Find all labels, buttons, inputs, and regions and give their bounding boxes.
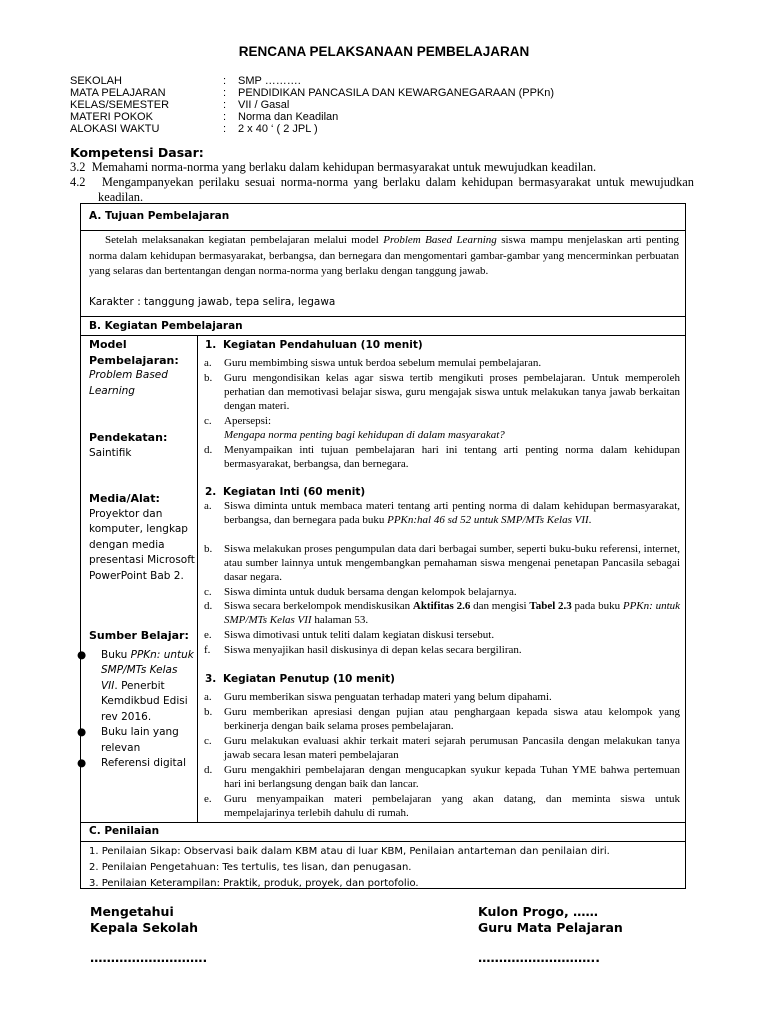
karakter-text: Karakter : tanggung jawab, tepa selira, legawa (89, 296, 336, 308)
bullet-icon: ● (77, 648, 87, 661)
item-text: Guru memberikan siswa penguatan terhadap materi yang belum dipahami. (224, 691, 552, 703)
item-text: Guru membimbing siswa untuk berdoa sebelum memulai pembelajaran. (224, 357, 542, 369)
signature-left-dots: ………………………. (90, 950, 208, 965)
kompetensi-title: Kompetensi Dasar: (70, 145, 204, 160)
step-title: Kegiatan Pendahuluan (10 menit) (223, 339, 423, 351)
penutup-heading (205, 673, 395, 685)
item-text: Guru melakukan evaluasi akhir terkait materi sejarah perumusan Pancasila dengan melakukan tanya jawab secara lesan materi pembelajaran (224, 735, 680, 762)
item-text (224, 599, 680, 627)
pendahuluan-item-d (204, 443, 680, 471)
model-block (89, 337, 195, 399)
media-heading: Media/Alat: (89, 492, 160, 505)
penilaian-item: 3. Penilaian Keterampilan: Praktik, produk, proyek, dan portofolio. (89, 878, 419, 889)
book-reference: PPKn:hal 46 sd 52 untuk SMP/MTs Kelas VII (387, 514, 589, 527)
identity-colon: : (223, 75, 227, 87)
penutup-item-c (204, 734, 680, 762)
item-text-part: pada buku (571, 600, 623, 612)
document-title: RENCANA PELAKSANAAN PEMBELAJARAN (238, 44, 530, 59)
inti-item-e (204, 628, 680, 642)
sumber-item (77, 756, 195, 772)
item-text: Guru mengakhiri pembelajaran dengan mengucapkan syukur kepada Tuhan YME bahwa pertemuan hari ini berlangsung dengan baik dan lancar. (224, 764, 680, 791)
sumber-item (77, 725, 195, 756)
item-letter: c. (204, 586, 212, 598)
signature-left-line1: Mengetahui (90, 904, 174, 919)
aktifitas-reference: Aktifitas 2.6 (412, 600, 471, 612)
item-text-part: halaman 53. (311, 614, 369, 627)
pendekatan-block (89, 430, 195, 461)
column-divider (197, 335, 198, 822)
book-reference: PPKn: untuk SMP/MTs Kelas VII (224, 600, 681, 627)
signature-left-line2: Kepala Sekolah (90, 920, 199, 935)
signature-right-line2: Guru Mata Pelajaran (478, 920, 623, 935)
media-value: Proyektor dan komputer, lengkap dengan media presentasi Microsoft PowerPoint Bab 2. (89, 507, 195, 582)
inti-item-a (204, 499, 680, 527)
identity-value: Norma dan Keadilan (238, 111, 339, 123)
identity-label: SEKOLAH (70, 75, 122, 87)
item-text-part: Siswa diminta untuk membaca materi tentang arti penting norma di dalam kehidupan bermasyarakat, berbangsa, dan bernegara pada buku (224, 500, 680, 527)
identity-value: SMP ………. (238, 75, 301, 87)
kompetensi-text: Memahami norma-norma yang berlaku dalam kehidupan bermasyarakat untuk mewujudkan keadilan. (91, 160, 597, 174)
sumber-text: Buku lain yang relevan (101, 726, 179, 754)
item-letter: b. (204, 706, 213, 718)
item-text-part: Siswa secara berkelompok mendiskusikan (224, 600, 413, 612)
item-text: Guru memberikan apresiasi dengan pujian atau penghargaan kepada siswa atau kelompok yang berkinerja dengan baik selama proses pembelajaran. (224, 706, 680, 733)
identity-colon: : (223, 99, 227, 111)
penutup-item-a (204, 690, 680, 704)
identity-label: KELAS/SEMESTER (70, 99, 170, 111)
apersepsi-question: Mengapa norma penting bagi kehidupan di dalam masyarakat? (224, 429, 505, 442)
inti-item-d (204, 599, 680, 627)
step-number: 2. (205, 486, 217, 498)
kompetensi-item (70, 160, 694, 175)
step-number: 3. (205, 673, 217, 685)
item-letter: a. (204, 357, 212, 369)
pendekatan-value: Saintifik (89, 446, 132, 459)
sumber-heading: Sumber Belajar: (89, 629, 189, 642)
pendahuluan-item-c (204, 414, 680, 442)
penilaian-item: 2. Penilaian Pengetahuan: Tes tertulis, tes lisan, dan penugasan. (89, 862, 412, 873)
item-letter: f. (204, 644, 211, 656)
section-c-heading: C. Penilaian (89, 825, 160, 837)
item-text: Siswa melakukan proses pengumpulan data dari berbagai sumber, seperti buku-buku referensi, internet, atau sumber lainnya untuk mengembangkan pemahaman siswa mengenai penetapan Pancasila sebagai dasar negara. (224, 543, 680, 584)
item-letter: d. (204, 600, 213, 612)
item-letter: c. (204, 735, 212, 747)
model-heading: Model Pembelajaran: (89, 338, 179, 367)
item-letter: a. (204, 500, 212, 512)
inti-heading (205, 486, 365, 498)
kompetensi-text: Mengampanyekan perilaku sesuai norma-norma yang berlaku dalam kehidupan bermasyarakat untuk mewujudkan keadilan. (98, 175, 694, 204)
kompetensi-num: 3.2 (70, 160, 86, 174)
signature-right-line1: Kulon Progo, …… (478, 904, 599, 919)
tabel-reference: Tabel 2.3 (529, 600, 572, 612)
item-letter: b. (204, 543, 213, 555)
penutup-item-d (204, 763, 680, 791)
step-number: 1. (205, 339, 217, 351)
sumber-block (77, 628, 195, 772)
pendahuluan-item-a (204, 356, 680, 370)
signature-right (478, 904, 623, 966)
item-text-part: . (588, 514, 592, 527)
identity-colon: : (223, 87, 227, 99)
item-letter: a. (204, 691, 212, 703)
sumber-text: Referensi digital (101, 757, 186, 769)
inti-item-b (204, 542, 680, 585)
item-letter: e. (204, 793, 212, 805)
divider (81, 841, 685, 842)
identity-value: VII / Gasal (238, 99, 290, 111)
tujuan-text: siswa mampu menjelaskan arti penting norma dalam kehidupan bermasyarakat, berbangsa, dan bernegara dan mengomentari gambar-gambar yang mencerminkan perbuatan yang selaras dan bertentangan dengan norma-norma yang berlaku dengan tanggung jawab. (89, 234, 679, 277)
identity-label: MATA PELAJARAN (70, 87, 166, 99)
item-letter: d. (204, 444, 213, 456)
penilaian-item: 1. Penilaian Sikap: Observasi baik dalam KBM atau di luar KBM, Penilaian antarteman dan penilaian diri. (89, 846, 610, 857)
signature-left (90, 904, 207, 966)
identity-label: ALOKASI WAKTU (70, 123, 160, 135)
bullet-icon: ● (77, 757, 87, 769)
item-text: Siswa menyajikan hasil diskusinya di depan kelas secara bergiliran. (224, 644, 522, 656)
item-text-part: dan mengisi (470, 600, 530, 612)
apersepsi-label: Apersepsi: (224, 415, 272, 427)
signature-right-dots: ……………………….. (478, 950, 600, 965)
divider (81, 335, 685, 336)
bullet-icon: ● (77, 726, 87, 738)
kompetensi-num: 4.2 (70, 175, 86, 189)
sumber-text: Buku (101, 648, 131, 661)
item-text: Menyampaikan inti tujuan pembelajaran hari ini tentang arti penting norma dalam kehidupan bermasyarakat, berbangsa, dan bernegara. (224, 444, 680, 471)
identity-colon: : (223, 111, 227, 123)
penutup-item-e (204, 792, 680, 820)
step-title: Kegiatan Penutup (10 menit) (223, 673, 395, 685)
item-letter: e. (204, 629, 212, 641)
divider (81, 230, 685, 231)
kompetensi-item (70, 175, 694, 205)
rpp-table (77, 203, 686, 889)
sumber-text: . Penerbit Kemdikbud Edisi rev 2016. (101, 679, 188, 723)
sumber-item (77, 648, 195, 726)
model-value: Problem Based Learning (89, 369, 168, 397)
penutup-item-b (204, 705, 680, 733)
item-letter: b. (204, 372, 213, 384)
item-letter: c. (204, 415, 212, 427)
section-a-heading: A. Tujuan Pembelajaran (89, 210, 230, 222)
pendahuluan-item-b (204, 371, 680, 414)
divider (81, 316, 685, 317)
section-b-heading: B. Kegiatan Pembelajaran (89, 320, 243, 332)
sumber-book: PPKn: untuk SMP/MTs Kelas VII (101, 648, 194, 692)
identity-value: PENDIDIKAN PANCASILA DAN KEWARGANEGARAAN (PPKn) (238, 87, 555, 99)
identity-colon: : (223, 123, 227, 135)
identity-value: 2 x 40 ‘ ( 2 JPL ) (238, 123, 318, 135)
item-text: Siswa dimotivasi untuk teliti dalam kegiatan diskusi tersebut. (224, 629, 495, 641)
inti-item-c (204, 585, 680, 599)
item-text: Guru menyampaikan materi pembelajaran yang akan datang, dan meminta siswa untuk mempelajarinya terlebih dahulu di rumah. (224, 793, 680, 820)
divider (81, 822, 685, 823)
item-text (224, 414, 680, 442)
tujuan-model: Problem Based Learning (383, 234, 497, 246)
tujuan-text: Setelah melaksanakan kegiatan pembelajaran melalui model (105, 234, 384, 246)
item-letter: d. (204, 764, 213, 776)
inti-item-f (204, 643, 680, 657)
media-block (89, 491, 195, 584)
item-text (224, 499, 680, 527)
tujuan-paragraph (89, 233, 679, 280)
item-text: Guru mengondisikan kelas agar siswa tertib mengikuti proses pembelajaran. Untuk memperoleh perhatian dan memotivasi belajar siswa, guru mengajak siswa untuk melakukan tanya jawab berkaitan dengan materi. (224, 372, 680, 413)
identity-label: MATERI POKOK (70, 111, 153, 123)
step-title: Kegiatan Inti (60 menit) (223, 486, 366, 498)
pendekatan-heading: Pendekatan: (89, 431, 168, 444)
pendahuluan-heading (205, 339, 423, 351)
item-text: Siswa diminta untuk duduk bersama dengan kelompok belajarnya. (224, 586, 517, 598)
